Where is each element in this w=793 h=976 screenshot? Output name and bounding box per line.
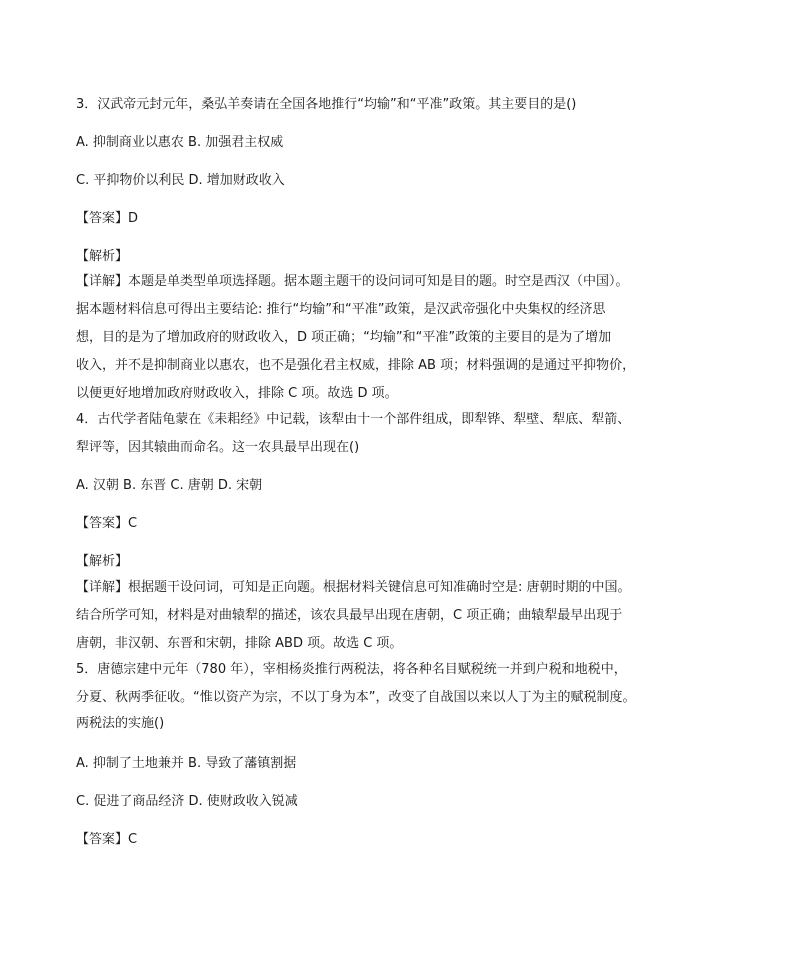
question-4-analysis-heading: 【解析】: [76, 554, 129, 569]
question-4-analysis-line: 结合所学可知，材料是对曲辕犁的描述，该农具最早出现在唐朝，C 项正确；曲辕犁最早出现于: [76, 608, 623, 623]
question-3-options-cd: C. 平抑物价以利民 D. 增加财政收入: [76, 173, 285, 188]
question-4-stem-line: 4．古代学者陆龟蒙在《耒耜经》中记载，该犁由十一个部件组成，即犁铧、犁壁、犁底、犁箭、: [76, 412, 631, 427]
question-3-analysis-line: 想，目的是为了增加政府的财政收入，D 项正确；“均输”和“平准”政策的主要目的是为了增加: [76, 330, 612, 345]
question-5-options-cd: C. 促进了商品经济 D. 使财政收入锐减: [76, 794, 298, 809]
question-3-options-ab: A. 抑制商业以惠农 B. 加强君主权威: [76, 135, 284, 150]
question-3-analysis-line: 收入，并不是抑制商业以惠农，也不是强化君主权威，排除 AB 项；材料强调的是通过平抑物价，: [76, 358, 636, 373]
question-4-options: A. 汉朝 B. 东晋 C. 唐朝 D. 宋朝: [76, 478, 263, 493]
question-4-analysis-line: 【详解】根据题干设问词，可知是正向题。根据材料关键信息可知准确时空是: 唐朝时期的中国。: [76, 580, 631, 595]
question-4-analysis-line: 唐朝，非汉朝、东晋和宋朝，排除 ABD 项。故选 C 项。: [76, 636, 403, 651]
question-3-analysis-line: 以便更好地增加政府财政收入，排除 C 项。故选 D 项。: [76, 386, 398, 401]
question-5-options-ab: A. 抑制了土地兼并 B. 导致了藩镇割据: [76, 756, 297, 771]
question-3-answer: 【答案】D: [76, 211, 139, 226]
question-3-analysis-line: 据本题材料信息可得出主要结论: 推行“均输”和“平准”政策，是汉武帝强化中央集权的经济思: [76, 302, 606, 317]
question-5-stem-line: 两税法的实施(): [76, 716, 165, 731]
question-3-stem: 3．汉武帝元封元年，桑弘羊奏请在全国各地推行“均输”和“平准”政策。其主要目的是(): [76, 97, 577, 112]
question-5-stem-line: 5．唐德宗建中元年（780 年），宰相杨炎推行两税法，将各种名目赋税统一并到户税和地税中，: [76, 662, 627, 677]
question-4-answer: 【答案】C: [76, 516, 138, 531]
question-3-analysis-line: 【详解】本题是单类型单项选择题。据本题主题干的设问词可知是目的题。时空是西汉（中国）。: [76, 274, 629, 289]
question-5-answer: 【答案】C: [76, 832, 138, 847]
question-4-stem-line: 犁评等，因其辕曲而命名。这一农具最早出现在(): [76, 440, 360, 455]
question-3-analysis-heading: 【解析】: [76, 249, 129, 264]
question-5-stem-line: 分夏、秋两季征收。“惟以资产为宗，不以丁身为本”，改变了自战国以来以人丁为主的赋税制度。: [76, 690, 636, 705]
